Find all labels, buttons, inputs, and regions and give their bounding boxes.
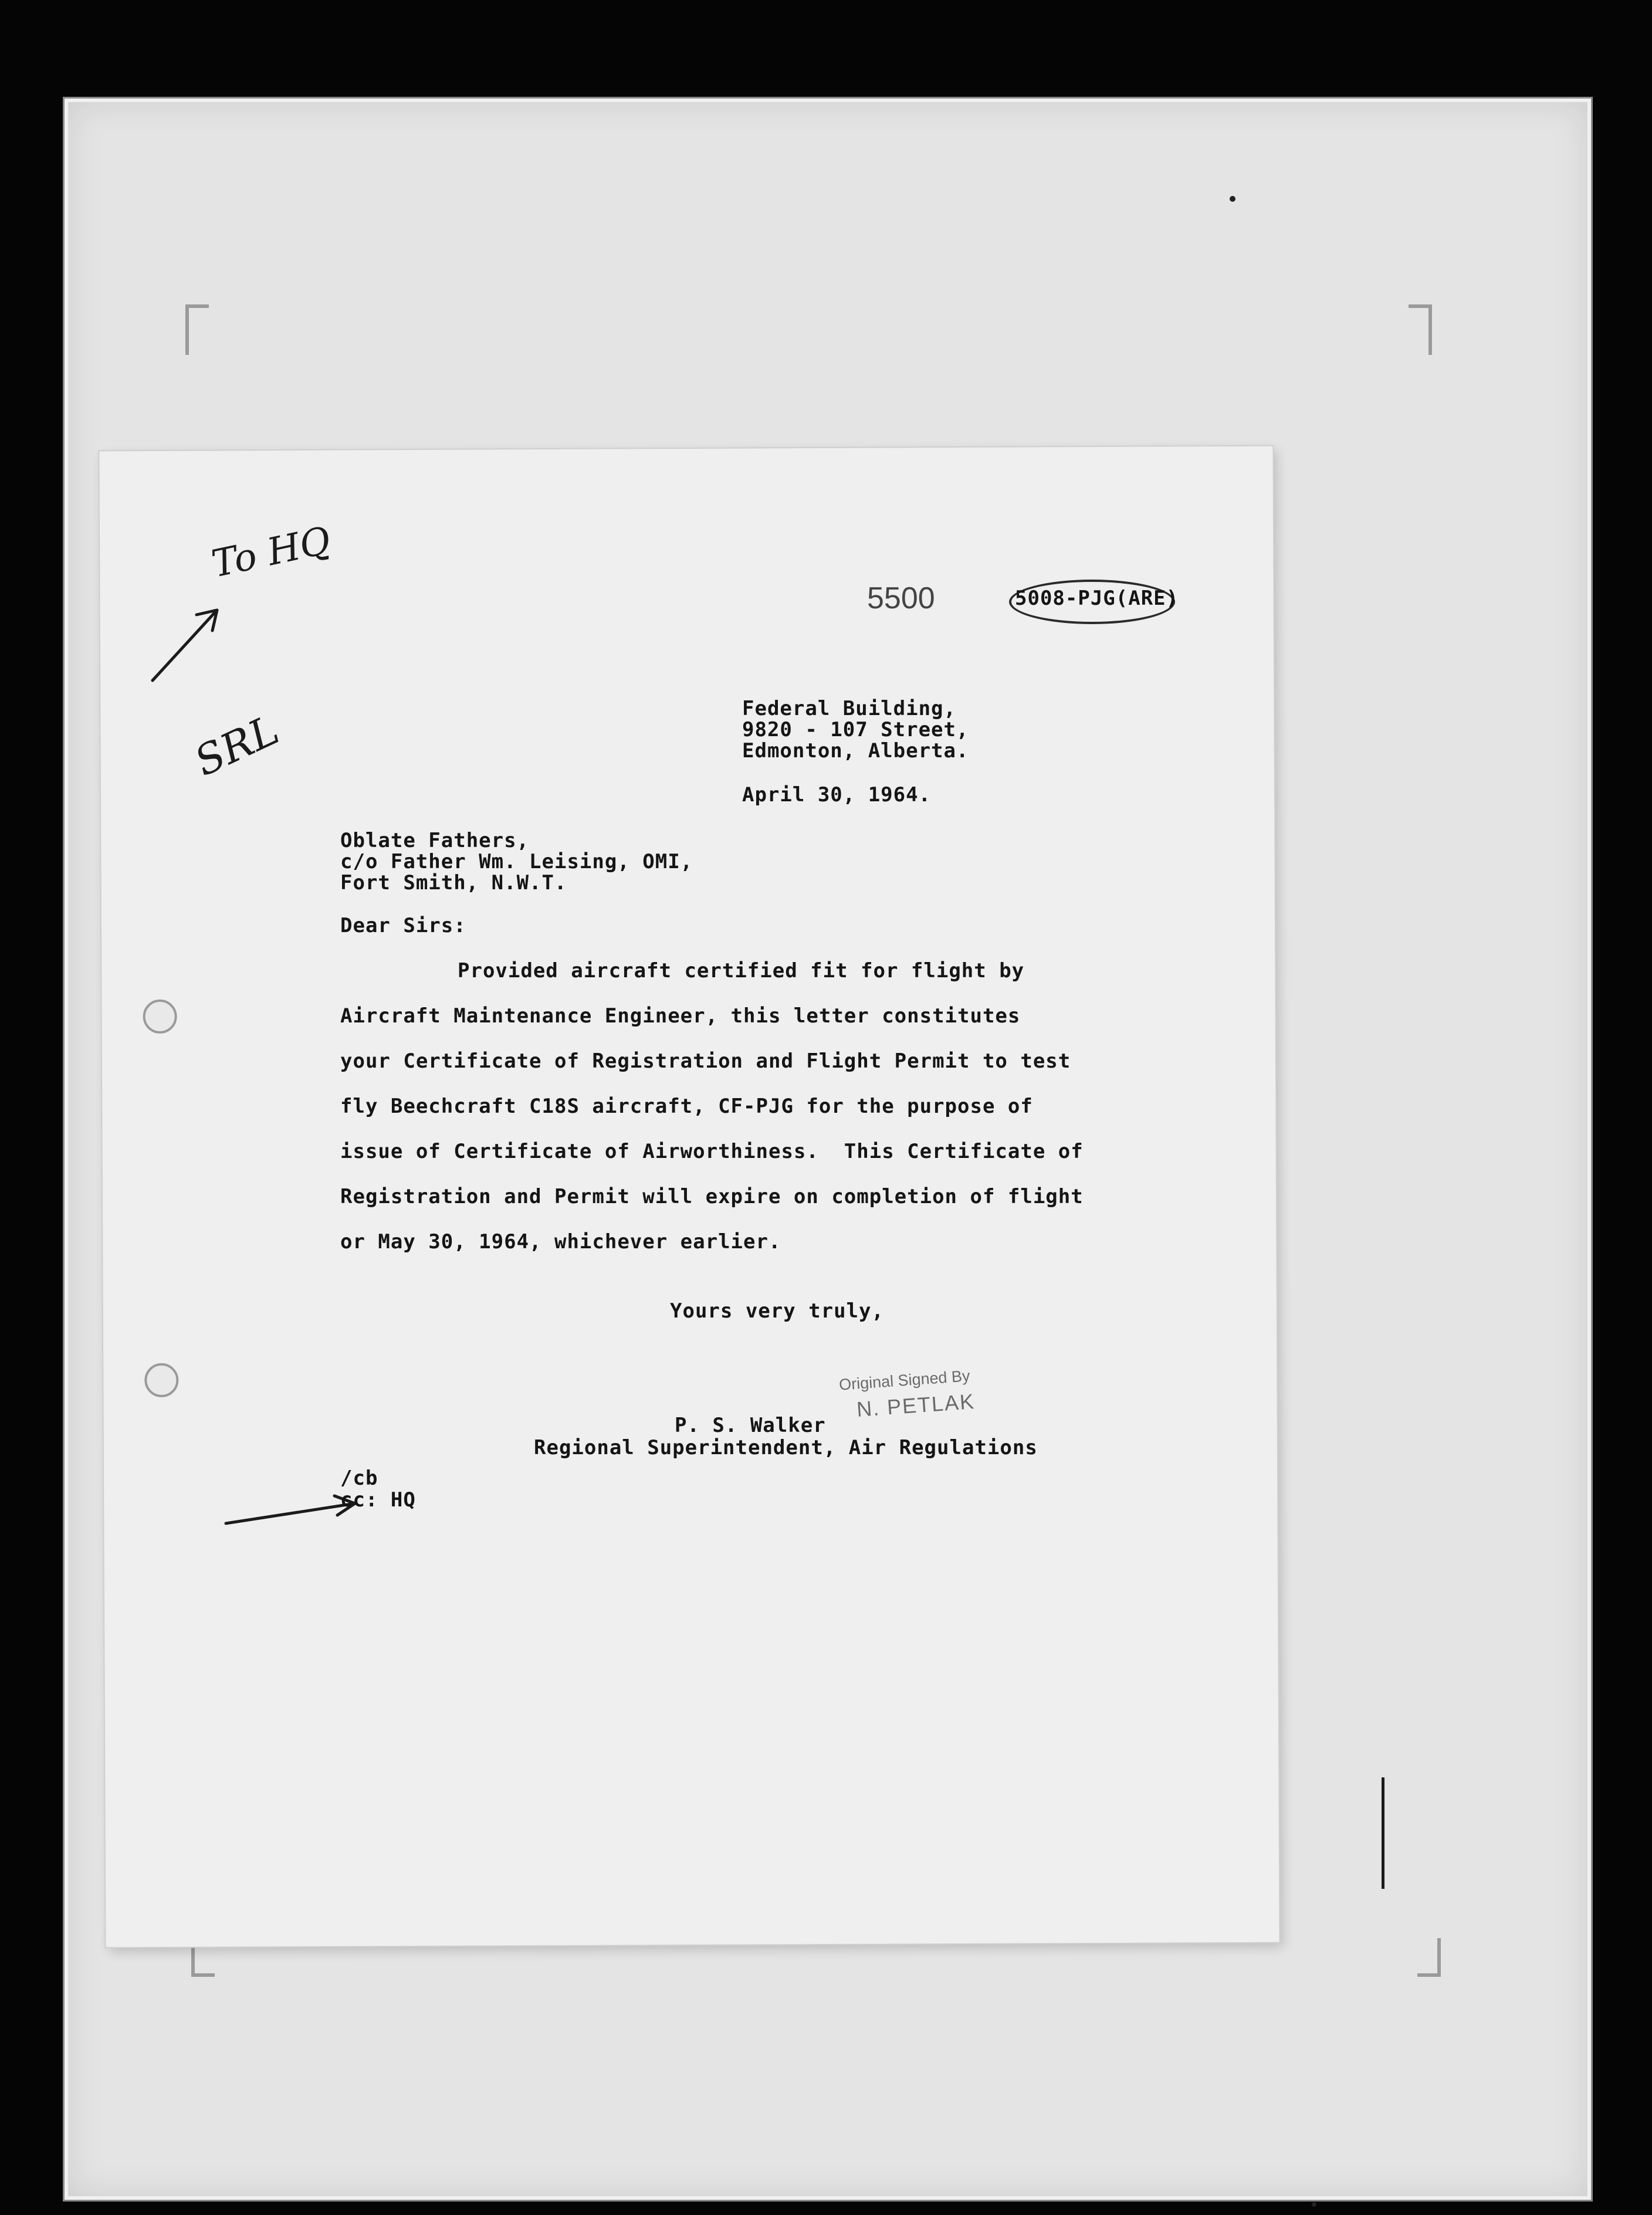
salutation: Dear Sirs: bbox=[340, 914, 466, 937]
crop-mark-top-right bbox=[1409, 304, 1432, 355]
body-line: Aircraft Maintenance Engineer, this letter constitutes bbox=[340, 1004, 1021, 1028]
margin-stroke bbox=[1382, 1777, 1384, 1889]
signed-stamp-line2: N. PETLAK bbox=[855, 1389, 976, 1421]
dust-speck bbox=[1230, 196, 1235, 202]
body-line: your Certificate of Registration and Flight Permit to test bbox=[340, 1049, 1071, 1073]
recipient-line: c/o Father Wm. Leising, OMI, bbox=[340, 850, 693, 873]
body-line: fly Beechcraft C18S aircraft, CF-PJG for the purpose of bbox=[340, 1095, 1033, 1118]
punch-hole-bottom bbox=[144, 1363, 178, 1397]
address-line: Edmonton, Alberta. bbox=[742, 739, 969, 763]
address-line: 9820 - 107 Street, bbox=[742, 718, 969, 741]
crop-mark-bottom-right bbox=[1417, 1938, 1441, 1977]
letter-date: April 30, 1964. bbox=[742, 783, 932, 807]
body-line: Registration and Permit will expire on completion of flight bbox=[340, 1185, 1084, 1208]
dust-speck bbox=[1312, 2202, 1316, 2207]
reference-number: 5008-PJG(ARE) bbox=[1015, 587, 1179, 610]
recipient-line: Fort Smith, N.W.T. bbox=[340, 871, 567, 895]
punch-hole-top bbox=[143, 1000, 177, 1034]
signed-stamp-line1: Original Signed By bbox=[838, 1367, 971, 1394]
handwritten-to-hq: To HQ bbox=[208, 519, 335, 587]
typist-initials: /cb bbox=[340, 1466, 378, 1490]
signatory-title: Regional Superintendent, Air Regulations bbox=[534, 1436, 1038, 1459]
recipient-line: Oblate Fathers, bbox=[340, 829, 530, 852]
file-number: 5500 bbox=[867, 581, 935, 615]
address-line: Federal Building, bbox=[742, 697, 956, 720]
handwritten-arrow-top-icon bbox=[147, 598, 229, 686]
closing: Yours very truly, bbox=[670, 1299, 884, 1323]
crop-mark-top-left bbox=[185, 304, 209, 355]
signatory-name: P. S. Walker bbox=[675, 1414, 826, 1437]
body-line: or May 30, 1964, whichever earlier. bbox=[340, 1230, 781, 1254]
body-line: Provided aircraft certified fit for flight by bbox=[458, 959, 1025, 983]
carbon-copy: cc: HQ bbox=[340, 1488, 416, 1512]
handwritten-initials: SRL bbox=[187, 705, 286, 786]
body-line: issue of Certificate of Airworthiness. This Certificate of bbox=[340, 1140, 1084, 1163]
